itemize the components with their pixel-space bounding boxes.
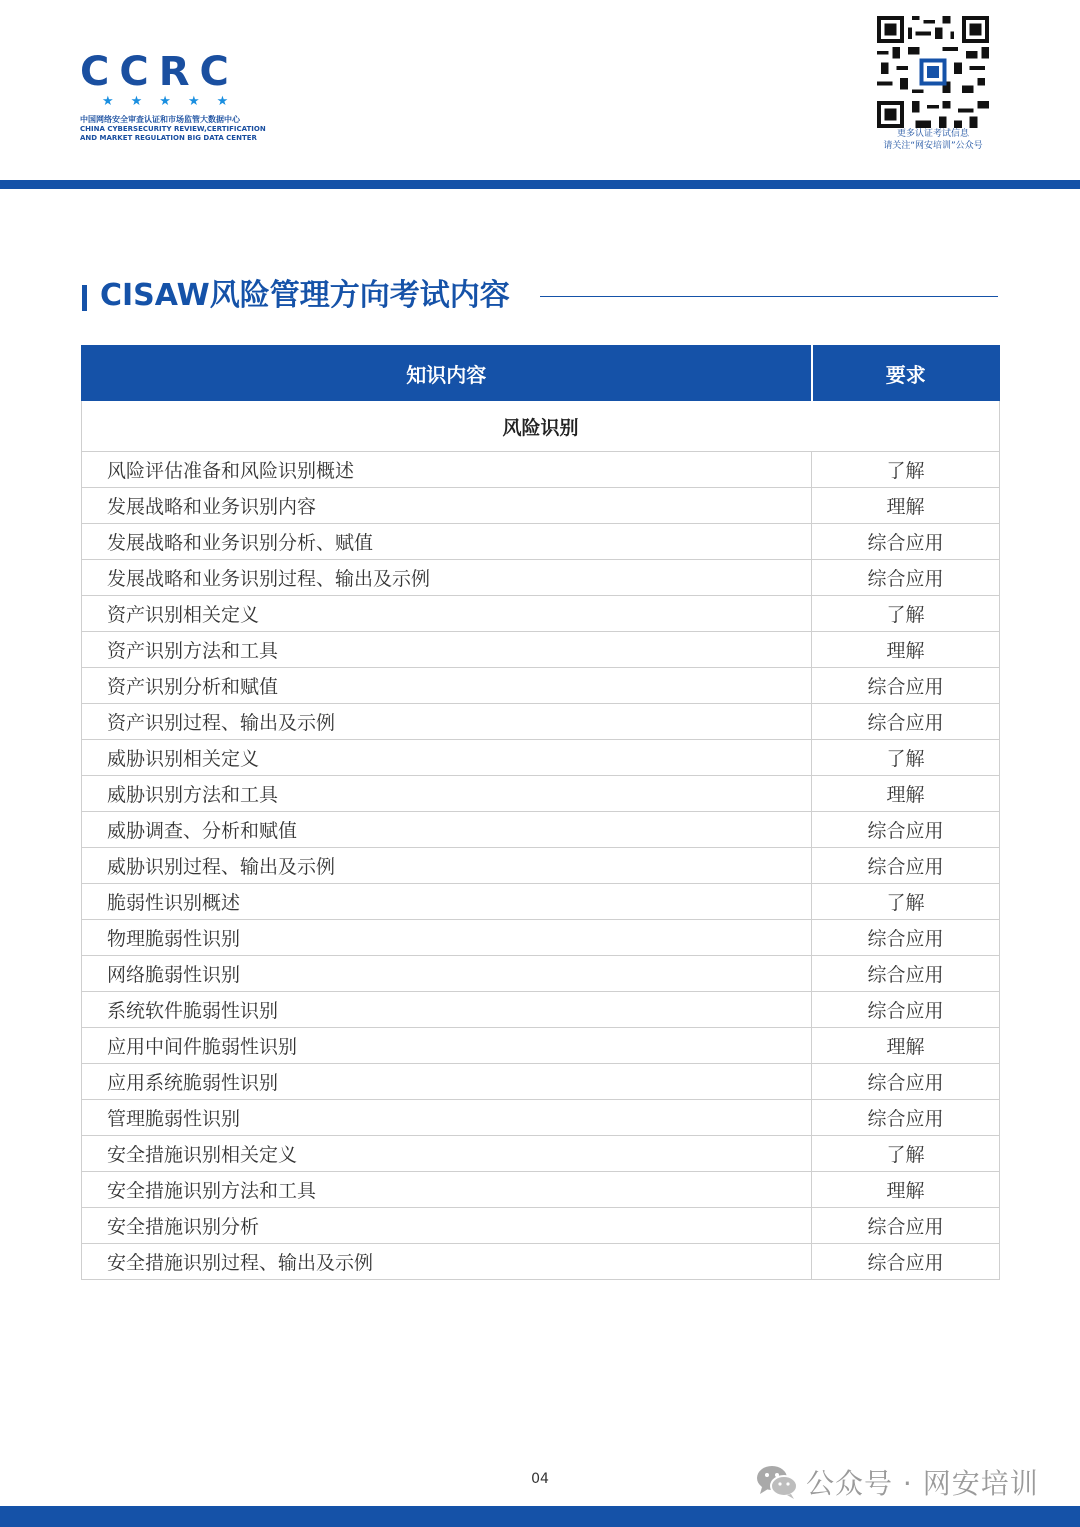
qr-code-block bbox=[868, 16, 998, 152]
requirement-level: 理解 bbox=[812, 1172, 1000, 1208]
knowledge-item: 安全措施识别方法和工具 bbox=[82, 1172, 812, 1208]
footer-bar bbox=[0, 1506, 1080, 1527]
table-row bbox=[82, 1244, 1000, 1280]
knowledge-item: 发展战略和业务识别过程、输出及示例 bbox=[82, 560, 812, 596]
knowledge-item: 资产识别相关定义 bbox=[82, 596, 812, 632]
knowledge-item: 管理脆弱性识别 bbox=[82, 1100, 812, 1136]
requirement-level: 理解 bbox=[812, 776, 1000, 812]
section-label: 风险识别 bbox=[82, 401, 1000, 452]
knowledge-item: 安全措施识别过程、输出及示例 bbox=[82, 1244, 812, 1280]
ccrc-logo bbox=[80, 49, 280, 143]
requirement-level: 综合应用 bbox=[812, 992, 1000, 1028]
section-row bbox=[82, 401, 1000, 452]
requirement-level: 综合应用 bbox=[812, 956, 1000, 992]
title-accent-bar bbox=[82, 285, 87, 311]
table-row bbox=[82, 452, 1000, 488]
requirement-level: 综合应用 bbox=[812, 668, 1000, 704]
requirement-level: 综合应用 bbox=[812, 848, 1000, 884]
requirement-level: 综合应用 bbox=[812, 524, 1000, 560]
requirement-level: 综合应用 bbox=[812, 1064, 1000, 1100]
requirement-level: 综合应用 bbox=[812, 704, 1000, 740]
table-row bbox=[82, 560, 1000, 596]
requirement-level: 了解 bbox=[812, 884, 1000, 920]
logo-en-line2: AND MARKET REGULATION BIG DATA CENTER bbox=[80, 134, 257, 142]
table-row bbox=[82, 1136, 1000, 1172]
table-row bbox=[82, 992, 1000, 1028]
knowledge-item: 安全措施识别相关定义 bbox=[82, 1136, 812, 1172]
knowledge-item: 发展战略和业务识别分析、赋值 bbox=[82, 524, 812, 560]
knowledge-item: 威胁调查、分析和赋值 bbox=[82, 812, 812, 848]
knowledge-item: 安全措施识别分析 bbox=[82, 1208, 812, 1244]
knowledge-item: 风险评估准备和风险识别概述 bbox=[82, 452, 812, 488]
exam-content-table bbox=[81, 345, 1000, 1280]
requirement-level: 综合应用 bbox=[812, 812, 1000, 848]
knowledge-item: 系统软件脆弱性识别 bbox=[82, 992, 812, 1028]
table-row bbox=[82, 524, 1000, 560]
table-header-row bbox=[82, 346, 1000, 401]
requirement-level: 理解 bbox=[812, 632, 1000, 668]
title-rule-line bbox=[540, 296, 998, 297]
knowledge-item: 脆弱性识别概述 bbox=[82, 884, 812, 920]
requirement-level: 理解 bbox=[812, 1028, 1000, 1064]
knowledge-item: 资产识别过程、输出及示例 bbox=[82, 704, 812, 740]
knowledge-item: 威胁识别过程、输出及示例 bbox=[82, 848, 812, 884]
table-row bbox=[82, 848, 1000, 884]
requirement-level: 综合应用 bbox=[812, 560, 1000, 596]
requirement-level: 综合应用 bbox=[812, 1100, 1000, 1136]
requirement-level: 综合应用 bbox=[812, 1244, 1000, 1280]
table-row bbox=[82, 1172, 1000, 1208]
table-row bbox=[82, 956, 1000, 992]
table-row bbox=[82, 1208, 1000, 1244]
qr-caption-line1: 更多认证考试信息 bbox=[896, 129, 969, 139]
page-title: CISAW风险管理方向考试内容 bbox=[100, 278, 510, 313]
requirement-level: 综合应用 bbox=[812, 1208, 1000, 1244]
knowledge-item: 物理脆弱性识别 bbox=[82, 920, 812, 956]
watermark-text: 公众号 · 网安培训 bbox=[806, 1467, 1039, 1500]
knowledge-item: 网络脆弱性识别 bbox=[82, 956, 812, 992]
qr-caption-line2: 请关注“网安培训”公众号 bbox=[883, 141, 983, 151]
table-row bbox=[82, 920, 1000, 956]
watermark bbox=[756, 1462, 1039, 1502]
logo-letters: CCRC bbox=[80, 49, 239, 95]
table-row bbox=[82, 740, 1000, 776]
requirement-level: 理解 bbox=[812, 488, 1000, 524]
column-header-knowledge: 知识内容 bbox=[82, 346, 812, 401]
header-divider-bar bbox=[0, 180, 1080, 189]
logo-en-line1: CHINA CYBERSECURITY REVIEW,CERTIFICATION bbox=[80, 125, 266, 133]
requirement-level: 了解 bbox=[812, 740, 1000, 776]
logo-cn-name: 中国网络安全审查认证和市场监管大数据中心 bbox=[80, 115, 240, 124]
knowledge-item: 应用系统脆弱性识别 bbox=[82, 1064, 812, 1100]
knowledge-item: 应用中间件脆弱性识别 bbox=[82, 1028, 812, 1064]
table-row bbox=[82, 704, 1000, 740]
table-row bbox=[82, 1100, 1000, 1136]
table-row bbox=[82, 1028, 1000, 1064]
knowledge-item: 威胁识别相关定义 bbox=[82, 740, 812, 776]
table-row bbox=[82, 812, 1000, 848]
page-number: 04 bbox=[531, 1471, 549, 1487]
table-row bbox=[82, 1064, 1000, 1100]
logo-stars: ★★★★★ bbox=[102, 94, 246, 109]
table-row bbox=[82, 668, 1000, 704]
requirement-level: 了解 bbox=[812, 1136, 1000, 1172]
table-row bbox=[82, 632, 1000, 668]
qr-code-icon bbox=[877, 16, 989, 128]
section-title bbox=[80, 276, 1000, 316]
column-header-requirement: 要求 bbox=[812, 346, 1000, 401]
requirement-level: 综合应用 bbox=[812, 920, 1000, 956]
knowledge-item: 威胁识别方法和工具 bbox=[82, 776, 812, 812]
table-row bbox=[82, 884, 1000, 920]
wechat-icon bbox=[756, 1464, 798, 1500]
table-row bbox=[82, 596, 1000, 632]
knowledge-item: 资产识别分析和赋值 bbox=[82, 668, 812, 704]
knowledge-item: 发展战略和业务识别内容 bbox=[82, 488, 812, 524]
table-row bbox=[82, 488, 1000, 524]
table-row bbox=[82, 776, 1000, 812]
knowledge-item: 资产识别方法和工具 bbox=[82, 632, 812, 668]
requirement-level: 了解 bbox=[812, 452, 1000, 488]
requirement-level: 了解 bbox=[812, 596, 1000, 632]
